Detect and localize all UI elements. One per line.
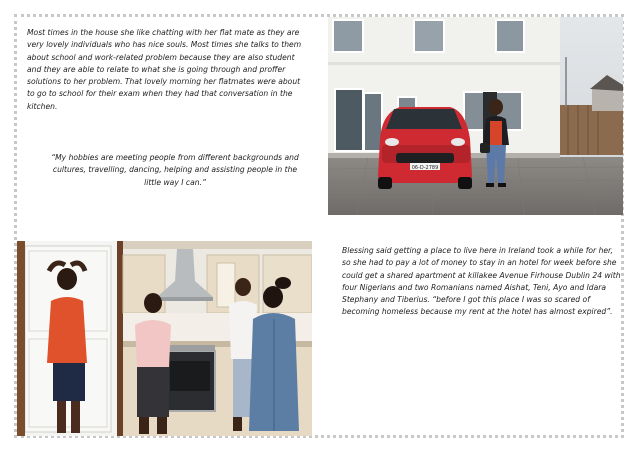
flatmates-paragraph: Most times in the house she like chatting with her flat mate as they are very lovely individuals who has nice souls. Most times she talks to them about school and work-related problem because they are also student and they are able to relate to what she is going through and proffer solutions to her problem. That lovely morning her flatmates were about to go to school for their exam when they had that conversation in the kitchen. [27,28,302,111]
hobbies-quote: “My hobbies are meeting people from different backgrounds and cultures, travelling, dancing, helping and assisting people in the little way I can.” [51,153,299,187]
house-car-photo [328,17,623,215]
housing-paragraph: Blessing said getting a place to live here in Ireland took a while for her, so she had to pay a lot of money to stay in an hotel for week before she could get a shared apartment at killakee Avenue Firhouse Dublin 24 with four Nigerians and two Romanians named Aishat, Teni, Ayo and Idara Stephany and Tiberius. “before I got this place I was so scared of becoming homeless because my rent at the hotel has almost expired”. [342,246,621,317]
house-car-illustration [328,17,623,215]
kitchen-photo [17,241,312,436]
license-plate: 06-D-2789 [411,164,439,171]
kitchen-illustration [17,241,312,436]
